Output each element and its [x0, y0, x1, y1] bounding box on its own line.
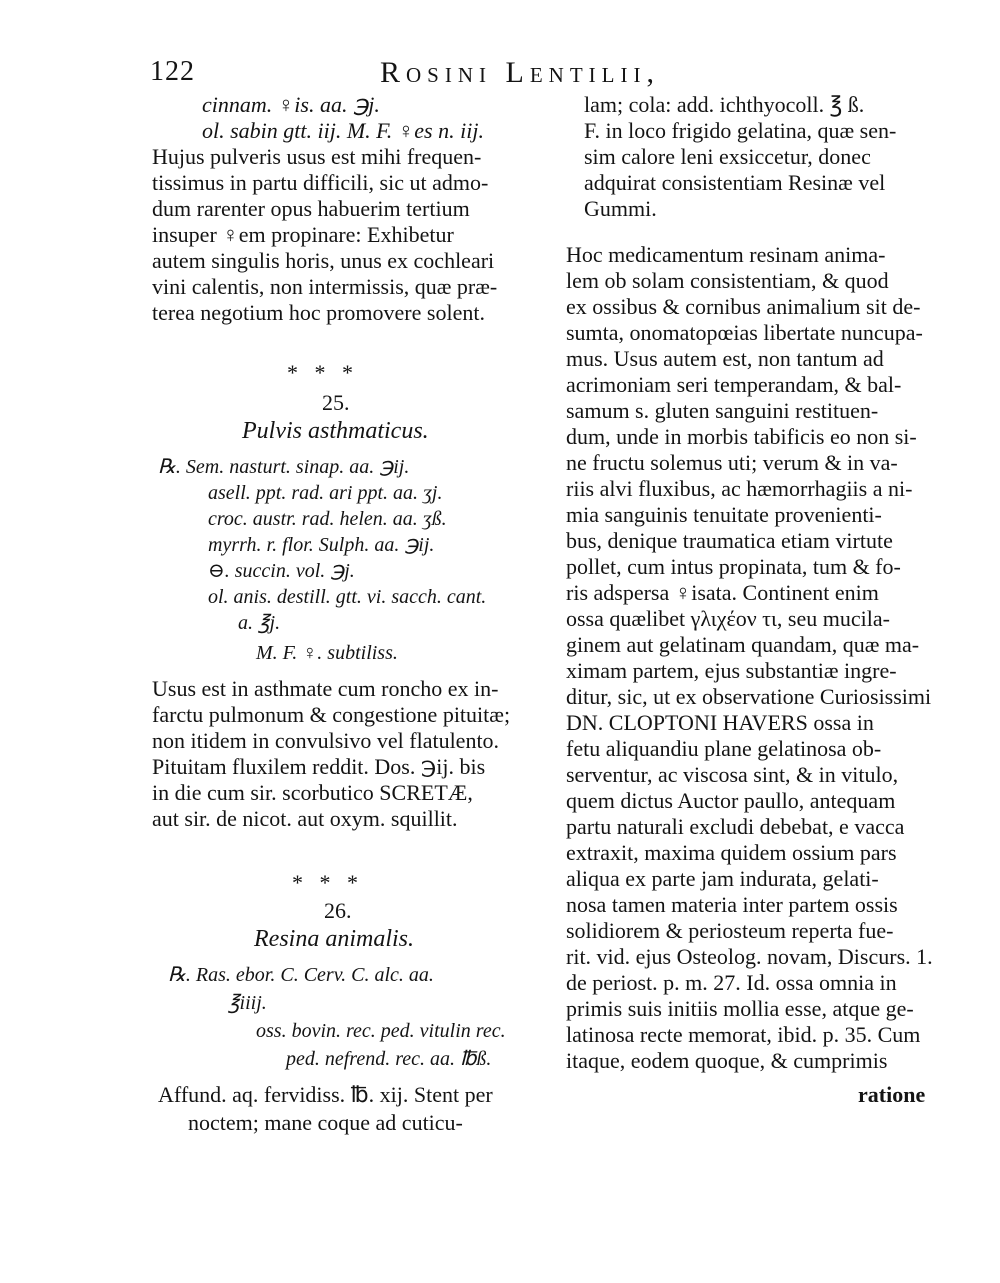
recipe-line: ol. anis. destill. gtt. vi. sacch. cant. — [208, 586, 487, 608]
text-line: Usus est in asthmate cum roncho ex in- — [152, 676, 499, 701]
recipe-line: ℞. Ras. ebor. C. Cerv. C. alc. aa. — [168, 964, 434, 986]
text-line: ne fructu solemus uti; verum & in va- — [566, 450, 898, 475]
recipe-line: a. ℥j. — [238, 612, 281, 634]
text-line: primis suis initiis mollia esse, atque ge- — [566, 996, 914, 1021]
text-line: non itidem in convulsivo vel flatulento. — [152, 728, 500, 753]
asterism: * * * — [292, 870, 358, 895]
text-line: sumta, onomatopœias libertate nuncupa- — [566, 320, 923, 345]
recipe-line: croc. austr. rad. helen. aa. ʒß. — [208, 508, 447, 530]
text-line: aut sir. de nicot. aut oxym. squillit. — [152, 806, 458, 831]
recipe-line: ⊖. succin. vol. ℈j. — [208, 560, 355, 582]
section-title: Pulvis asthmaticus. — [242, 418, 429, 444]
text-line: ginem aut gelatinam quandam, quæ ma- — [566, 632, 920, 657]
recipe-line: M. F. ♀. subtiliss. — [256, 642, 398, 664]
recipe-line: ℥iiij. — [228, 992, 267, 1014]
text-line: Affund. aq. fervidiss. ℔. xij. Stent per — [158, 1082, 493, 1107]
text-line: noctem; mane coque ad cuticu- — [188, 1110, 463, 1135]
recipe-line: asell. ppt. rad. ari ppt. aa. ʒj. — [208, 482, 443, 504]
text-line: mia sanguinis tenuitate provenienti- — [566, 502, 882, 527]
text-line: ol. sabin gtt. iij. M. F. ♀es n. iij. — [202, 118, 484, 143]
text-line: Hoc medicamentum resinam anima- — [566, 242, 886, 267]
recipe-line: oss. bovin. rec. ped. vitulin rec. — [256, 1020, 506, 1042]
text-line: mus. Usus autem est, non tantum ad — [566, 346, 884, 371]
page-header — [150, 56, 950, 96]
text-line: lam; cola: add. ichthyocoll. ℥ ß. — [584, 92, 865, 117]
text-line: Pituitam fluxilem reddit. Dos. ℈ij. bis — [152, 754, 486, 779]
text-line: farctu pulmonum & congestione pituitæ; — [152, 702, 511, 727]
text-line: autem singulis horis, unus ex cochleari — [152, 248, 495, 273]
text-line: dum, unde in morbis tabificis eo non si- — [566, 424, 917, 449]
text-line: partu naturali excludi debebat, e vacca — [566, 814, 905, 839]
page-number: 122 — [150, 56, 195, 87]
text-line: de periost. p. m. 27. Id. ossa omnia in — [566, 970, 897, 995]
text-line: riis alvi fluxibus, ac hæmorrhagiis a ni- — [566, 476, 913, 501]
text-line: insuper ♀em propinare: Exhibetur — [152, 222, 454, 247]
text-line: cinnam. ♀is. aa. ℈j. — [202, 92, 380, 117]
text-line: itaque, eodem quoque, & cumprimis — [566, 1048, 888, 1073]
text-line: aliqua ex parte jam indurata, gelati- — [566, 866, 879, 891]
text-line: adquirat consistentiam Resinæ vel — [584, 170, 886, 195]
text-line: lem ob solam consistentiam, & quod — [566, 268, 889, 293]
text-line: ex ossibus & cornibus animalium sit de- — [566, 294, 921, 319]
text-line: Hujus pulveris usus est mihi frequen- — [152, 144, 482, 169]
text-line: nosa tamen materia inter partem ossis — [566, 892, 898, 917]
text-line: DN. CLOPTONI HAVERS ossa in — [566, 710, 874, 735]
text-line: tissimus in partu difficili, sic ut admo- — [152, 170, 489, 195]
asterism: * * * — [287, 360, 353, 385]
text-line: ditur, sic, ut ex observatione Curiosissimi — [566, 684, 932, 709]
section-number: 26. — [324, 898, 352, 923]
text-line: terea negotium hoc promovere solent. — [152, 300, 485, 325]
recipe-line: ped. nefrend. rec. aa. ℔ß. — [286, 1048, 492, 1070]
catchword: ratione — [858, 1082, 926, 1107]
text-line: Gummi. — [584, 196, 657, 221]
section-title: Resina animalis. — [254, 926, 414, 952]
text-line: in die cum sir. scorbutico SCRETÆ, — [152, 780, 473, 805]
text-line: acrimoniam seri temperandam, & bal- — [566, 372, 902, 397]
text-line: F. in loco frigido gelatina, quæ sen- — [584, 118, 897, 143]
text-line: dum rarenter opus habuerim tertium — [152, 196, 470, 221]
running-head: Rosini Lentilii, — [380, 56, 660, 89]
text-line: pollet, cum intus propinata, tum & fo- — [566, 554, 901, 579]
text-line: quem dictus Auctor paullo, antequam — [566, 788, 896, 813]
text-line: rit. vid. ejus Osteolog. novam, Discurs. 1. — [566, 944, 933, 969]
text-line: fetu aliquandiu plane gelatinosa ob- — [566, 736, 882, 761]
text-line: ris adspersa ♀isata. Continent enim — [566, 580, 879, 605]
recipe-line: ℞. Sem. nasturt. sinap. aa. ℈ij. — [158, 456, 410, 478]
text-line: samum s. gluten sanguini restituen- — [566, 398, 879, 423]
text-line: latinosa recte memorat, ibid. p. 35. Cum — [566, 1022, 921, 1047]
text-line: extraxit, maxima quidem ossium pars — [566, 840, 897, 865]
text-line: sim calore leni exsiccetur, donec — [584, 144, 871, 169]
text-line: bus, denique traumatica etiam virtute — [566, 528, 893, 553]
text-line: serventur, ac viscosa sint, & in vitulo, — [566, 762, 899, 787]
section-number: 25. — [322, 390, 350, 415]
text-line: vini calentis, non intermissis, quæ præ- — [152, 274, 498, 299]
text-line: ximam partem, ejus substantiæ ingre- — [566, 658, 897, 683]
recipe-line: myrrh. r. flor. Sulph. aa. ℈ij. — [208, 534, 435, 556]
text-line: solidiorem & periosteum reperta fue- — [566, 918, 894, 943]
text-line: ossa quælibet γλιχέον τι, seu mucila- — [566, 606, 890, 631]
